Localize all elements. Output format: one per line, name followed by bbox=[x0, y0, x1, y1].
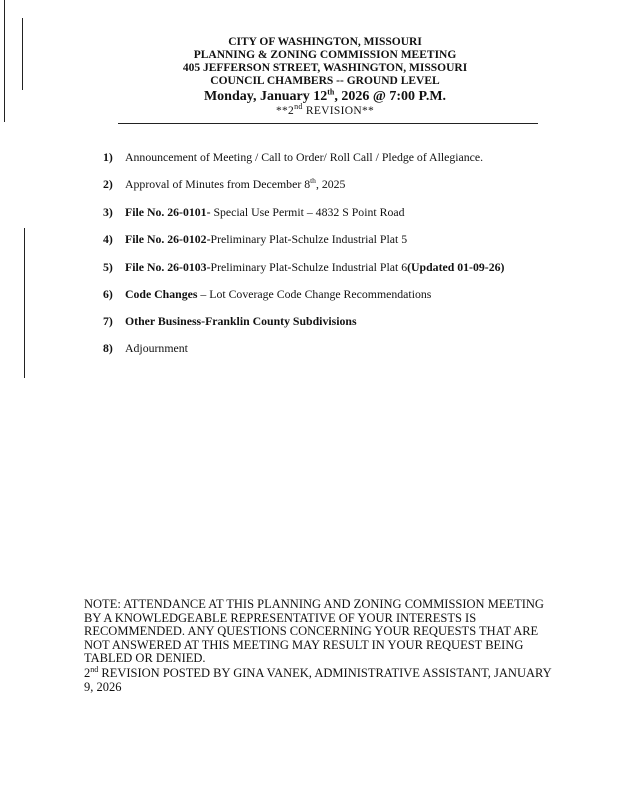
file-number: File No. 26-0103- bbox=[125, 260, 211, 274]
agenda-item-text: Announcement of Meeting / Call to Order/ Roll Call / Pledge of Allegiance. bbox=[125, 150, 484, 164]
agenda-item-text-suffix: , 2025 bbox=[315, 177, 346, 191]
agenda-item-text bbox=[125, 314, 357, 329]
header-location: COUNCIL CHAMBERS -- GROUND LEVEL bbox=[210, 75, 440, 87]
revision-note-superscript: nd bbox=[90, 664, 99, 674]
agenda-item-text bbox=[125, 287, 431, 302]
agenda-item-description: Preliminary Plat-Schulze Industrial Plat 6 bbox=[210, 260, 408, 274]
date-prefix: Monday, January 12 bbox=[203, 89, 328, 104]
revision-prefix: **2 bbox=[275, 105, 295, 117]
file-number: File No. 26-0102- bbox=[125, 232, 211, 246]
agenda-item-number: 1) bbox=[103, 150, 113, 164]
agenda-item-description: Special Use Permit – 4832 S Point Road bbox=[210, 205, 405, 219]
agenda-item-description: Preliminary Plat-Schulze Industrial Plat 5 bbox=[210, 232, 408, 246]
agenda-item-text: Adjournment bbox=[125, 341, 188, 355]
agenda-item-text-prefix: Approval of Minutes from December 8 bbox=[125, 177, 311, 191]
revision-superscript: nd bbox=[294, 102, 303, 112]
agenda-item-text bbox=[125, 177, 345, 192]
revision-note-prefix: 2 bbox=[84, 666, 91, 680]
agenda-item-number: 8) bbox=[103, 341, 113, 355]
agenda-item-text bbox=[125, 232, 407, 247]
agenda-item-description: – Lot Coverage Code Change Recommendations bbox=[197, 287, 432, 301]
agenda-item-number: 6) bbox=[103, 287, 113, 301]
scan-edge-line bbox=[4, 0, 5, 122]
agenda-item-text bbox=[125, 205, 405, 220]
header-divider bbox=[118, 123, 538, 124]
agenda-item-text bbox=[125, 260, 504, 275]
header-commission: PLANNING & ZONING COMMISSION MEETING bbox=[193, 49, 457, 61]
agenda-item-heading: Code Changes bbox=[125, 287, 198, 301]
date-superscript: th bbox=[327, 87, 335, 97]
attendance-note: NOTE: ATTENDANCE AT THIS PLANNING AND ZONING COMMISSION MEETING BY A KNOWLEDGEABLE REPRESENTATIVE OF YOUR INTERESTS IS RECOMMENDED. ANY QUESTIONS CONCERNING YOUR REQUESTS THAT ARE NOT ANSWERED AT THIS MEETING MAY RESULT IN YOUR REQUEST BEING TABLED OR DENIED. bbox=[84, 597, 544, 666]
header-city: CITY OF WASHINGTON, MISSOURI bbox=[228, 36, 422, 48]
date-suffix: , 2026 @ 7:00 P.M. bbox=[334, 89, 447, 104]
revision-label bbox=[120, 102, 530, 118]
meeting-header bbox=[120, 36, 530, 118]
meeting-date bbox=[120, 88, 530, 105]
agenda-item-heading: Other Business-Franklin County Subdivisions bbox=[125, 314, 357, 328]
revision-posted-note bbox=[84, 664, 554, 694]
file-number: File No. 26-0101- bbox=[125, 205, 211, 219]
scan-edge-line bbox=[22, 18, 23, 90]
revision-note-suffix: REVISION POSTED BY GINA VANEK, ADMINISTRATIVE ASSISTANT, JANUARY 9, 2026 bbox=[84, 666, 552, 694]
scan-edge-line bbox=[24, 228, 25, 378]
agenda-item-number: 2) bbox=[103, 177, 113, 191]
agenda-item-number: 7) bbox=[103, 314, 113, 328]
agenda-item-superscript: th bbox=[310, 176, 316, 186]
header-address: 405 JEFFERSON STREET, WASHINGTON, MISSOURI bbox=[182, 62, 468, 74]
updated-note: (Updated 01-09-26) bbox=[407, 260, 505, 274]
agenda-item-number: 5) bbox=[103, 260, 113, 274]
agenda-item-number: 4) bbox=[103, 232, 113, 246]
revision-suffix: REVISION** bbox=[302, 105, 375, 117]
agenda-item-number: 3) bbox=[103, 205, 113, 219]
